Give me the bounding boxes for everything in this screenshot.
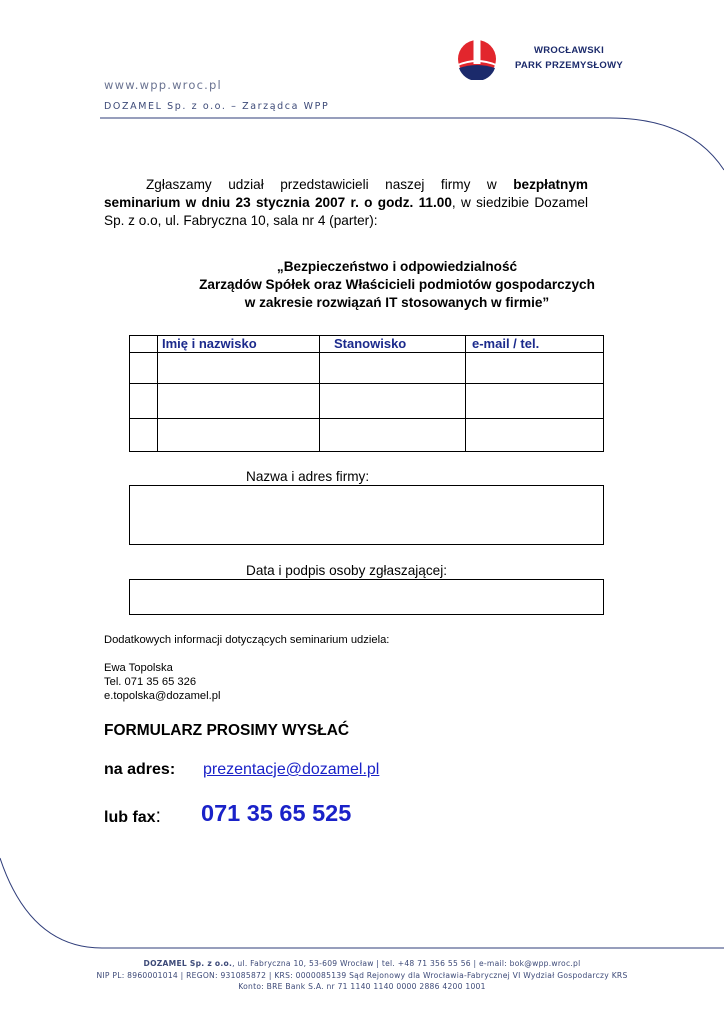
table-header-name: Imię i nazwisko — [158, 336, 320, 353]
footer-company: DOZAMEL Sp. z o.o. — [143, 959, 233, 968]
contact-phone: Tel. 071 35 65 326 — [104, 676, 197, 688]
address-label: na adres: — [104, 761, 176, 778]
table-cell-name[interactable] — [158, 419, 320, 452]
footer-line2: NIP PL: 8960001014 | REGON: 931085872 | KRS: 0000085139 Sąd Rejonowy dla Wrocławia-Fabrycznej VI Wydział Gospodarczy KRS — [96, 970, 628, 980]
company-field[interactable] — [129, 485, 604, 545]
company-field-label: Nazwa i adres firmy: — [246, 469, 370, 484]
fax-label-text: lub fax — [104, 809, 156, 826]
footer-line1 — [72, 958, 652, 970]
table-header-index — [130, 336, 158, 353]
intro-text: Zgłaszamy udział przedstawicieli naszej firmy w — [146, 177, 497, 192]
table-cell-position[interactable] — [320, 384, 466, 419]
table-cell-name[interactable] — [158, 384, 320, 419]
table-cell-index[interactable] — [130, 419, 158, 452]
contact-intro: Dodatkowych informacji dotyczących seminarium udziela: — [104, 634, 390, 646]
intro-seminar-date: bezpłatnym seminarium w dniu 23 stycznia 2007 r. o godz. 11.00 — [104, 177, 588, 210]
address-email-link[interactable]: prezentacje@dozamel.pl — [203, 761, 380, 778]
footer — [72, 958, 652, 993]
table-row — [130, 384, 604, 419]
seminar-title — [104, 258, 690, 312]
table-cell-index[interactable] — [130, 353, 158, 384]
fax-label-colon: : — [155, 806, 161, 827]
header-company: DOZAMEL Sp. z o.o. – Zarządca WPP — [104, 101, 330, 112]
brand-name — [506, 43, 632, 73]
fax-label — [104, 806, 161, 828]
intro-paragraph — [104, 176, 588, 230]
brand-name-line2: PARK PRZEMYSŁOWY — [514, 60, 624, 71]
table-cell-contact[interactable] — [466, 419, 604, 452]
seminar-title-line2: Zarządów Spółek oraz Właścicieli podmiotów gospodarczych — [199, 277, 595, 292]
footer-line3: Konto: BRE Bank S.A. nr 71 1140 1140 0000 2886 4200 1001 — [238, 982, 486, 991]
table-cell-contact[interactable] — [466, 353, 604, 384]
contact-email[interactable]: e.topolska@dozamel.pl — [104, 690, 221, 702]
signature-field-label: Data i podpis osoby zgłaszającej: — [246, 563, 447, 578]
table-row — [130, 353, 604, 384]
table-row — [130, 419, 604, 452]
table-cell-name[interactable] — [158, 353, 320, 384]
table-header-position: Stanowisko — [320, 336, 466, 353]
intro-location: , w siedzibie Dozamel Sp. z o.o, ul. Fabryczna 10, sala nr 4 (parter): — [104, 195, 588, 228]
participants-table — [129, 335, 604, 452]
wpp-logo-icon — [456, 38, 498, 80]
fax-number: 071 35 65 525 — [201, 800, 352, 826]
brand-name-line1: WROCŁAWSKI — [533, 45, 605, 56]
seminar-title-line1: „Bezpieczeństwo i odpowiedzialność — [276, 259, 518, 274]
table-header-row — [130, 336, 604, 353]
table-cell-position[interactable] — [320, 419, 466, 452]
seminar-title-line3: w zakresie rozwiązań IT stosowanych w firmie” — [244, 295, 550, 310]
contact-name: Ewa Topolska — [104, 662, 173, 674]
send-title: FORMULARZ PROSIMY WYSŁAĆ — [104, 722, 350, 739]
header-url[interactable]: www.wpp.wroc.pl — [104, 78, 222, 92]
signature-field[interactable] — [129, 579, 604, 615]
table-cell-index[interactable] — [130, 384, 158, 419]
footer-address: , ul. Fabryczna 10, 53-609 Wrocław | tel. +48 71 356 55 56 | e-mail: bok@wpp.wroc.pl — [232, 959, 581, 968]
table-cell-contact[interactable] — [466, 384, 604, 419]
table-cell-position[interactable] — [320, 353, 466, 384]
table-header-contact: e-mail / tel. — [466, 336, 604, 353]
